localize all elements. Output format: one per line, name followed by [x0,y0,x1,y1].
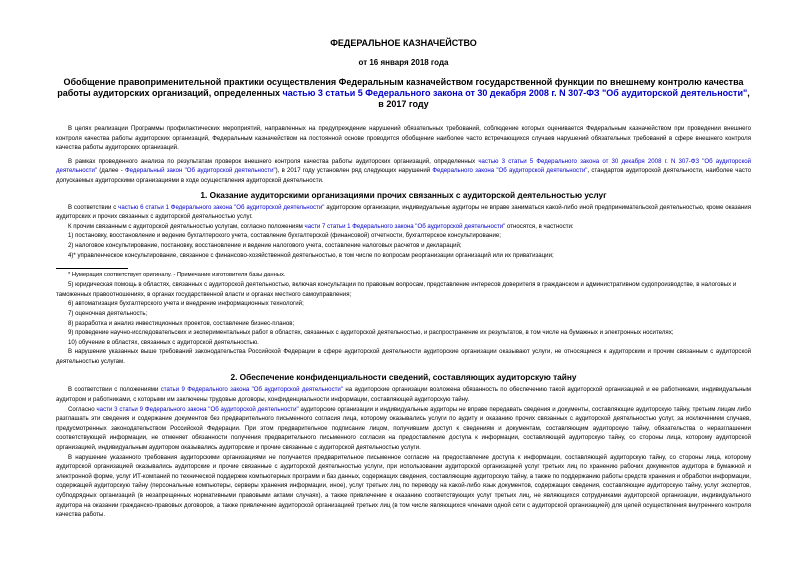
list-item: 6) автоматизация бухгалтерского учета и внедрение информационных технологий; [68,300,304,308]
s2p2-text-b: аудиторские организации и индивидуальные аудиторы не вправе передавать сведения и документы, составляющие аудиторскую тайну, третьим лицам либо разглашать эти сведения и содержание документов без предварительного письменного согласия лица, которому оказывались услуги по аудиту и оказанию прочих связанных с аудиторской деятельностью услуг, за исключением случаев, предусмотренных законодательством Российской Федерации. При этом предварительное подписание лицом, получившим доступ к сведениям и документам, составляющим аудиторскую тайну, обязательства о неразглашении соответствующей информации, не отменяет обязанности получения предварительного письменного согласия на предоставление доступа к информации, составляющей аудиторскую тайну, со стороны лица, которому аудиторской организацией, индивидуальным аудитором оказывались аудиторские и прочие связанные с аудиторской деятельностью услуги. [56,405,752,452]
section-1-paragraph-3: В нарушение указанных выше требований законодательства Российской Федерации в сфере аудиторской деятельности аудиторские организации оказывают услуги, не относящиеся к аудиторским и прочим связанным с аудиторской деятельностью услугам. [56,348,751,365]
section-2-paragraph-3: В нарушение указанного требования аудиторскими организациями не получается предварительное письменное согласие на предоставление доступа к информации, составляющей аудиторскую тайну, со стороны лица, которому аудиторской организацией оказывались аудиторские и прочие связанные с аудиторской деятельностью услуги, при использовании аудиторской организацией услуг третьих лиц по хранению рабочих документов аудитора в бумажной и электронной форме, услуг ИТ-компаний по технической поддержке компьютерных программ и баз данных, содержащих сведения, составляющие аудиторскую тайну, а также по поддержанию работы средств хранения и обработки информации, содержащей аудиторскую тайну (персональные компьютеры, серверы хранения информации, иное), услуг третьих лиц по переводу на какой-либо язык документов, содержащих сведения, составляющие аудиторскую тайну, услуг экспертов, субподрядных организаций (в незапрещенных нормативными правовыми актами случаях), а также привлечение к оказанию соответствующих услуг третьих лиц, не являющихся сотрудниками аудиторской организации, индивидуального аудитора на оказании гражданско-правовых договоров, а также привлечение аудиторской организацией третьих лиц (в том числе являющихся членами одной сети с аудиторской организацией) для целей осуществления внутреннего контроля качества работы. [56,453,751,519]
s1p2-text-a: К прочим связанным с аудиторской деятельностью услугам, согласно положениям [68,222,305,230]
title-law-link[interactable]: частью 3 статьи 5 Федерального закона от 30 декабря 2008 г. N 307-ФЗ "Об аудиторской деятельности" [282,88,748,98]
s2p1-law-link[interactable]: статьи 9 Федерального закона "Об аудиторской деятельности" [160,386,343,394]
title-text: Обобщение правоприменительной практики осуществления Федеральным казначейством государственной функции по внешнему контролю качества работы аудиторских организаций, определенных [57,77,744,98]
law-short-link-2[interactable]: Федерального закона "Об аудиторской деятельности" [432,167,588,175]
footnote-divider [56,268,128,269]
title-text-end: , в 2017 году [378,88,750,109]
intro-text-b: (далее - [97,167,126,175]
document-date: от 16 января 2018 года [358,58,449,67]
org-heading: ФЕДЕРАЛЬНОЕ КАЗНАЧЕЙСТВО [330,38,477,48]
section-2-title: 2. Обеспечение конфиденциальности сведений, составляющих аудиторскую тайну [230,372,577,383]
list-item: 1) постановку, восстановление и ведение бухгалтерского учета, составление бухгалтерской (финансовой) отчетности, бухгалтерское консультирование; [68,232,501,240]
list-item: 7) оценочная деятельность; [68,309,148,317]
list-item: 10) обучение в областях, связанных с аудиторской деятельностью. [68,338,259,346]
s1p1-text-b: аудиторские организации, индивидуальные аудиторы не вправе заниматься какой-либо иной предпринимательской деятельностью, кроме оказания аудиторских и прочих связанных с аудиторской деятельностью услуг. [56,203,751,221]
intro-text-a: В рамках проведенного анализа по результатам проверок внешнего контроля качества работы аудиторских организаций, определенных [68,157,479,165]
section-2-paragraph-1 [56,385,751,404]
list-item: 5) юридическая помощь в областях, связанных с аудиторской деятельностью, включая консультации по правовым вопросам, представление интересов доверителя в гражданском и административном судопроизводстве, в налоговых и таможенных правоотношениях, в органах государственной власти и органах местного самоуправления; [56,281,737,298]
s1p2-law-link[interactable]: части 7 статьи 1 Федерального закона "Об аудиторской деятельности" [304,222,506,230]
list-item: 8) разработка и анализ инвестиционных проектов, составление бизнес-планов; [68,319,295,327]
intro-text-d: , стандартов аудиторской деятельности, наиболее часто допускаемых аудиторскими организациями в ходе осуществления аудиторской деятельности. [56,167,751,184]
s1p2-text-b: относятся, в частности: [505,222,574,230]
section-1-paragraph-2 [56,222,751,232]
s2p2-text-a: Согласно [68,405,97,413]
s1p1-law-link[interactable]: частью 6 статьи 1 Федерального закона "Об аудиторской деятельности" [118,203,325,211]
s2p1-text-a: В соответствии с положениями [68,386,161,394]
s1p1-text-a: В соответствии с [68,203,119,211]
law-link[interactable]: частью 3 статьи 5 Федерального закона от 30 декабря 2008 г. N 307-ФЗ "Об аудиторской деятельности" [56,157,751,175]
list-item: 4)* управленческое консультирование, связанное с финансово-хозяйственной деятельностью, в том числе по вопросам реорганизации организаций или их приватизации; [68,251,554,259]
list-item: 2) налоговое консультирование, постановку, восстановление и ведение налогового учета, составление налоговых расчетов и деклараций; [68,241,462,249]
document-title [56,77,751,110]
section-2-paragraph-2 [56,405,751,453]
s2p1-text-b: на аудиторские организации возложена обязанность по обеспечению такой аудиторской организацией и ее работниками, индивидуальным аудитором и работниками, с которыми им заключены трудовые договоры, конфиденциальности информации, составляющей аудиторскую тайну. [56,386,752,404]
s2p2-law-link[interactable]: части 3 статьи 9 Федерального закона "Об аудиторской деятельности" [96,405,299,413]
intro-paragraph-2 [56,157,751,186]
section-1-paragraph-1 [56,203,751,222]
intro-text-c: ), в 2017 году установлен ряд следующих нарушений [275,167,433,175]
footnote: * Нумерация соответствует оригиналу. - Примечание изготовителя базы данных. [68,272,286,279]
intro-paragraph-1: В целях реализации Программы профилактических мероприятий, направленных на предупреждение нарушений обязательных требований, соблюдение которых оценивается Федеральным казначейством при проведении внешнего контроля качества работы аудиторских организаций, Федеральным казначейством на постоянной основе проводится обобщение наиболее часто встречающихся случаев нарушений обязательных требований в сфере внешнего контроля качества работы аудиторских организаций. [56,125,751,152]
list-item: 9) проведение научно-исследовательских и экспериментальных работ в областях, связанных с аудиторской деятельностью, и распространение их результатов, в том числе на бумажных и электронных носителях; [68,329,674,337]
section-1-title: 1. Оказание аудиторскими организациями прочих связанных с аудиторской деятельностью услуг [200,189,607,200]
law-short-link[interactable]: Федеральный закон "Об аудиторской деятельности" [125,167,276,175]
